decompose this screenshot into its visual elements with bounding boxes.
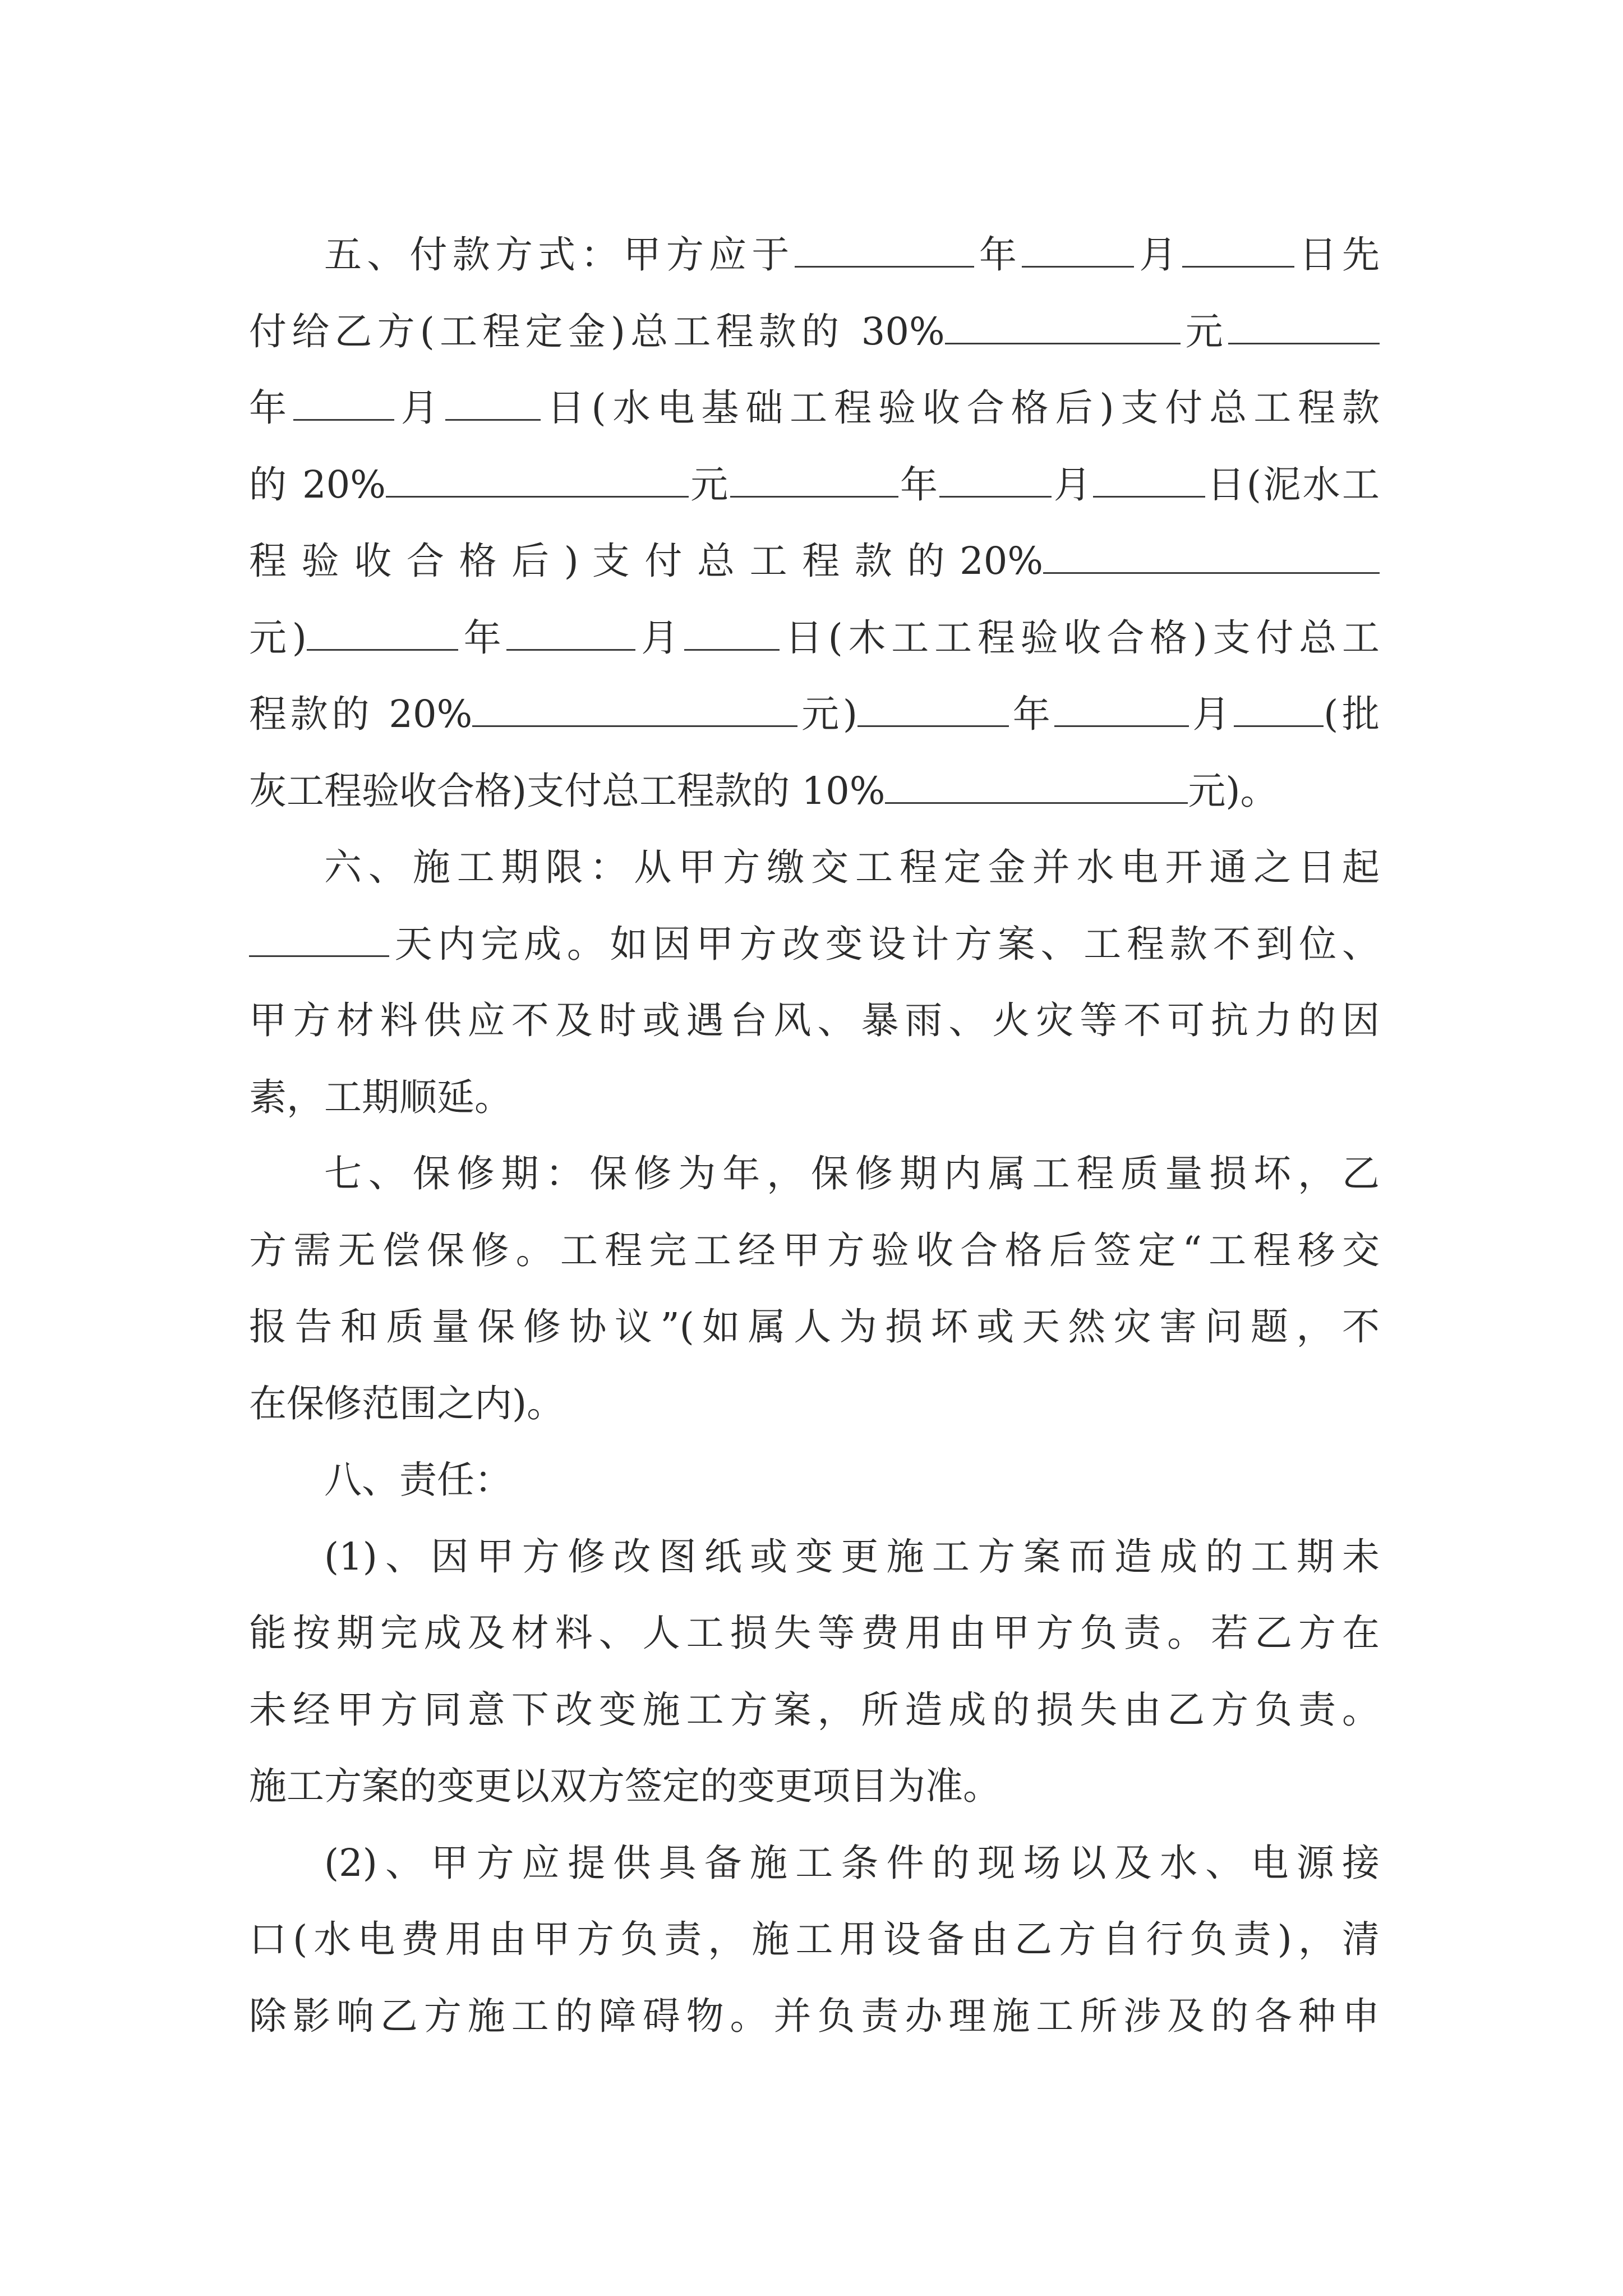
text-run: 付给乙方(工程定金)总工程款的 30% (249, 309, 945, 353)
text-line (249, 600, 1380, 677)
text-line (249, 982, 1380, 1059)
text-line (249, 829, 1380, 906)
fill-blank (1228, 309, 1380, 344)
text-run: 日(木工工程验收合格)支付总工 (780, 615, 1380, 660)
text-line (249, 1978, 1380, 2055)
text-run: 元) (797, 692, 857, 736)
text-run: 口(水电费用由甲方负责，施工用设备由乙方自行负责)，清 (249, 1917, 1380, 1961)
text-run: 方需无偿保修。工程完工经甲方验收合格后签定“工程移交 (249, 1228, 1380, 1272)
text-line (249, 1135, 1380, 1212)
text-run: 六、施工期限：从甲方缴交工程定金并水电开通之日起 (324, 845, 1380, 889)
text-run: 五、付款方式：甲方应于 (324, 233, 795, 277)
text-line (249, 1289, 1380, 1365)
document-page (249, 217, 1380, 2054)
text-line (249, 676, 1380, 753)
text-line (249, 1212, 1380, 1289)
text-run: (批 (1324, 692, 1380, 736)
text-run: 元) (249, 615, 307, 660)
fill-blank (1234, 692, 1324, 727)
fill-blank (386, 462, 689, 498)
text-line (249, 1672, 1380, 1749)
text-line (249, 1059, 1380, 1136)
text-line (249, 906, 1380, 983)
text-run: 月 (1052, 462, 1094, 507)
text-run: 年 (458, 615, 507, 660)
fill-blank (307, 615, 458, 651)
fill-blank (249, 922, 389, 957)
text-line (249, 1901, 1380, 1978)
fill-blank (472, 692, 797, 727)
fill-blank (1022, 232, 1134, 268)
text-run: 月 (1188, 692, 1234, 736)
text-line (249, 370, 1380, 447)
text-run: 八、责任： (324, 1458, 512, 1502)
text-run: 年 (1009, 692, 1054, 736)
text-run: 程 验 收 合 格 后 ) 支 付 总 工 程 款 的 20% (249, 539, 1044, 583)
fill-blank (1043, 539, 1380, 574)
fill-blank (1093, 462, 1205, 498)
text-run: 年 (249, 386, 293, 430)
fill-blank (684, 615, 780, 651)
text-run: 月 (635, 615, 685, 660)
fill-blank (885, 769, 1188, 804)
text-run: 元 (1180, 309, 1228, 353)
text-line (249, 1442, 1380, 1519)
text-line (249, 753, 1380, 830)
text-line (249, 447, 1380, 523)
text-line (249, 523, 1380, 600)
fill-blank (1182, 232, 1294, 268)
fill-blank (857, 692, 1009, 727)
fill-blank (445, 385, 541, 421)
text-run: 日(泥水工 (1205, 462, 1380, 507)
text-line (249, 1365, 1380, 1442)
fill-blank (795, 232, 974, 268)
text-run: 月 (394, 386, 445, 430)
text-line (249, 293, 1380, 370)
text-run: 日先 (1294, 233, 1380, 277)
text-run: 报告和质量保修协议”(如属人为损坏或天然灾害问题，不 (249, 1305, 1380, 1349)
text-line (249, 1519, 1380, 1595)
fill-blank (939, 462, 1052, 498)
text-run: 日(水电基础工程验收合格后)支付总工程款 (540, 386, 1380, 430)
text-run: 月 (1134, 233, 1182, 277)
fill-blank (1054, 692, 1189, 727)
text-run: 施工方案的变更以双方签定的变更项目为准。 (249, 1764, 1000, 1808)
fill-blank (730, 462, 898, 498)
fill-blank (506, 615, 635, 651)
text-run: 年 (898, 462, 940, 507)
text-run: 七、保修期：保修为年，保修期内属工程质量损坏，乙 (324, 1152, 1380, 1195)
text-run: 天内完成。如因甲方改变设计方案、工程款不到位、 (389, 922, 1380, 966)
text-run: 元)。 (1188, 769, 1278, 813)
text-run: (1)、因甲方修改图纸或变更施工方案而造成的工期未 (324, 1534, 1380, 1579)
text-run: 年 (974, 233, 1022, 277)
text-run: 甲方材料供应不及时或遇台风、暴雨、火灾等不可抗力的因 (249, 999, 1380, 1042)
text-run: 除影响乙方施工的障碍物。并负责办理施工所涉及的各种申 (249, 1994, 1380, 2038)
text-run: (2)、甲方应提供具备施工条件的现场以及水、电源接 (324, 1841, 1380, 1885)
text-run: 元 (688, 462, 730, 507)
fill-blank (293, 385, 394, 421)
fill-blank (945, 309, 1181, 344)
text-run: 的 20% (249, 462, 386, 507)
text-line (249, 217, 1380, 293)
text-run: 素，工期顺延。 (249, 1075, 512, 1119)
text-line (249, 1825, 1380, 1902)
text-line (249, 1595, 1380, 1672)
text-run: 能按期完成及材料、人工损失等费用由甲方负责。若乙方在 (249, 1611, 1380, 1655)
text-run: 灰工程验收合格)支付总工程款的 10% (249, 769, 886, 813)
text-run: 程款的 20% (249, 692, 473, 736)
text-run: 未经甲方同意下改变施工方案，所造成的损失由乙方负责。 (249, 1687, 1380, 1732)
text-run: 在保修范围之内)。 (249, 1381, 565, 1425)
text-line (249, 1748, 1380, 1825)
